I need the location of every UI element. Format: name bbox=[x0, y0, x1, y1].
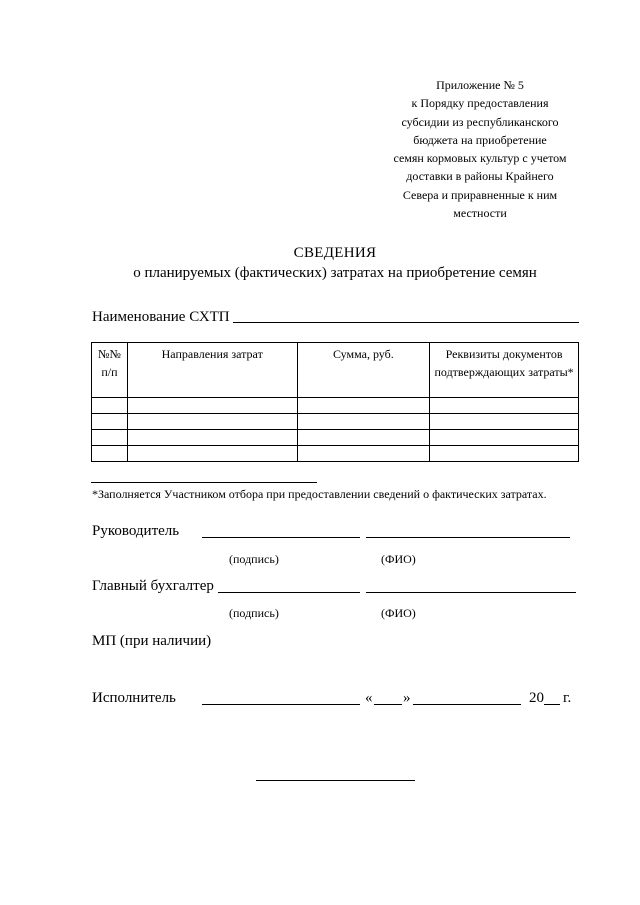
table-cell[interactable] bbox=[92, 446, 128, 462]
col-header-number: №№ п/п bbox=[92, 343, 128, 398]
col-header-amount: Сумма, руб. bbox=[297, 343, 430, 398]
sxtp-name-field[interactable] bbox=[233, 322, 579, 323]
table-cell[interactable] bbox=[297, 398, 430, 414]
table-cell[interactable] bbox=[297, 414, 430, 430]
appendix-line: к Порядку предоставления bbox=[411, 96, 549, 111]
document-title: СВЕДЕНИЯ bbox=[293, 245, 377, 261]
table-cell[interactable] bbox=[92, 398, 128, 414]
year-prefix: 20 bbox=[529, 690, 544, 706]
appendix-line: Приложение № 5 bbox=[436, 78, 524, 92]
appendix-block bbox=[380, 76, 580, 222]
appendix-line: доставки в районы Крайнего bbox=[406, 169, 554, 184]
year-suffix: г. bbox=[563, 690, 572, 706]
footnote: *Заполняется Участником отбора при предоставлении сведений о фактических затратах. bbox=[92, 487, 547, 501]
head-signature-field[interactable] bbox=[202, 537, 360, 538]
table-row bbox=[92, 414, 579, 430]
table-row bbox=[92, 430, 579, 446]
table-cell[interactable] bbox=[430, 414, 579, 430]
table-cell[interactable] bbox=[430, 398, 579, 414]
executor-signature-field[interactable] bbox=[202, 704, 360, 705]
table-cell[interactable] bbox=[92, 414, 128, 430]
date-year-field[interactable] bbox=[544, 704, 560, 705]
date-month-field[interactable] bbox=[413, 704, 521, 705]
date-close-quote: » bbox=[403, 690, 411, 706]
appendix-line: бюджета на приобретение bbox=[413, 132, 547, 147]
col-header-direction: Направления затрат bbox=[127, 343, 297, 398]
accountant-signature-field[interactable] bbox=[218, 592, 360, 593]
head-signature-caption: (подпись) bbox=[229, 552, 279, 566]
table-cell[interactable] bbox=[297, 446, 430, 462]
table-cell[interactable] bbox=[430, 430, 579, 446]
appendix-line: Севера и приравненные к ним bbox=[402, 187, 558, 202]
accountant-label: Главный бухгалтер bbox=[92, 578, 214, 594]
table-cell[interactable] bbox=[297, 430, 430, 446]
accountant-signature-caption: (подпись) bbox=[229, 606, 279, 620]
table-cell[interactable] bbox=[92, 430, 128, 446]
table-row bbox=[92, 446, 579, 462]
head-name-field[interactable] bbox=[366, 537, 570, 538]
table-cell[interactable] bbox=[127, 398, 297, 414]
appendix-line: семян кормовых культур с учетом bbox=[393, 151, 567, 166]
document-subtitle: о планируемых (фактических) затратах на приобретение семян bbox=[133, 265, 537, 281]
appendix-line: субсидии из республиканского bbox=[401, 114, 559, 129]
table-cell[interactable] bbox=[430, 446, 579, 462]
table-header-row bbox=[92, 343, 579, 398]
col-header-documents: Реквизиты документов подтверждающих затраты* bbox=[430, 343, 579, 398]
accountant-name-field[interactable] bbox=[366, 592, 576, 593]
table-row bbox=[92, 398, 579, 414]
stamp-label: МП (при наличии) bbox=[92, 633, 212, 649]
sxtp-label: Наименование СХТП bbox=[92, 309, 230, 325]
appendix-line: местности bbox=[453, 206, 507, 221]
costs-table bbox=[91, 342, 579, 462]
table-cell[interactable] bbox=[127, 414, 297, 430]
head-name-caption: (ФИО) bbox=[381, 552, 416, 566]
date-day-field[interactable] bbox=[374, 704, 402, 705]
bottom-line bbox=[256, 780, 415, 781]
accountant-name-caption: (ФИО) bbox=[381, 606, 416, 620]
table-cell[interactable] bbox=[127, 430, 297, 446]
footnote-separator bbox=[91, 482, 317, 483]
head-label: Руководитель bbox=[92, 523, 180, 539]
date-open-quote: « bbox=[365, 690, 373, 706]
table-cell[interactable] bbox=[127, 446, 297, 462]
executor-label: Исполнитель bbox=[92, 690, 176, 706]
